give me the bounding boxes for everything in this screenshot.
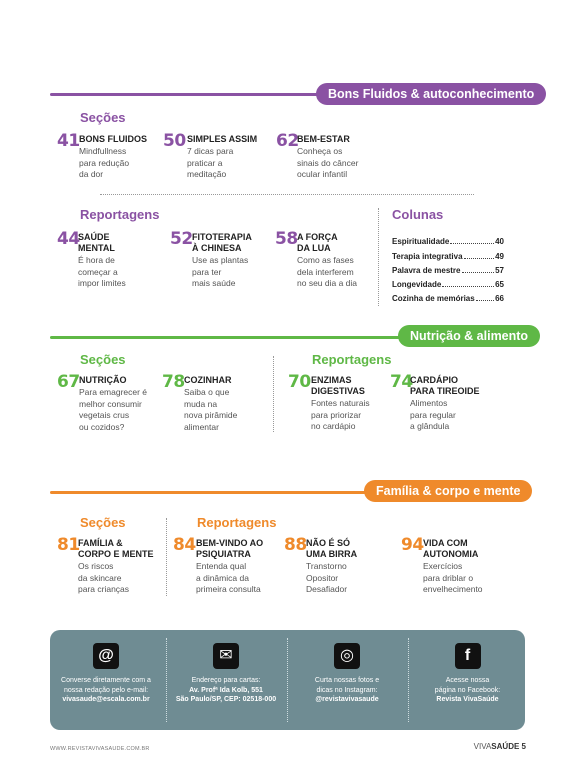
entry-title: VIDA COM AUTONOMIA xyxy=(423,538,479,559)
contact-email[interactable] xyxy=(50,630,162,730)
page-number: 94 xyxy=(401,535,424,555)
entry-description: Exercícios para driblar o envelhecimento xyxy=(423,561,483,594)
website-url[interactable]: WWW.REVISTAVIVASAUDE.COM.BR xyxy=(50,746,150,752)
section-banner-familia: Família & corpo e mente xyxy=(364,480,532,502)
page-number: 88 xyxy=(284,535,307,555)
page-number: 70 xyxy=(288,372,311,392)
page-number: 84 xyxy=(173,535,196,555)
contact-email-value[interactable]: vivasaude@escala.com.br xyxy=(62,696,150,703)
page-number: 52 xyxy=(170,229,193,249)
facebook-icon: f xyxy=(455,643,481,669)
entry-title: A FORÇA DA LUA xyxy=(297,232,338,253)
contact-box xyxy=(50,630,525,730)
dotted-column-divider xyxy=(166,518,167,596)
column-row[interactable]: Espiritualidade 40 xyxy=(392,237,504,246)
page-number: 50 xyxy=(163,131,186,151)
entry-title: FAMÍLIA & CORPO E MENTE xyxy=(78,538,154,559)
dotted-divider xyxy=(408,638,409,722)
column-row[interactable]: Longevidade 65 xyxy=(392,280,504,289)
entry-title: CARDÁPIO PARA TIREOIDE xyxy=(410,375,480,396)
entry-title: SIMPLES ASSIM xyxy=(187,134,258,144)
secoes-heading: Seções xyxy=(80,110,126,125)
entry-description: Mindfullness para redução da dor xyxy=(79,146,130,179)
entry-description: Transtorno Opositor Desafiador xyxy=(306,561,348,594)
page-number: 44 xyxy=(57,229,80,249)
dotted-divider xyxy=(100,194,474,195)
column-row[interactable]: Palavra de mestre 57 xyxy=(392,266,504,275)
entry-title: NUTRIÇÃO xyxy=(79,375,127,385)
page-number: 81 xyxy=(57,535,80,555)
envelope-icon: ✉ xyxy=(213,643,239,669)
page-number: 78 xyxy=(162,372,185,392)
entry-title: NÃO É SÓ UMA BIRRA xyxy=(306,538,358,559)
entry-description: Para emagrecer é melhor consumir vegetais crus ou cozidos? xyxy=(79,387,148,432)
entry-title: FITOTERAPIA À CHINESA xyxy=(192,232,252,253)
column-row[interactable]: Cozinha de memórias 66 xyxy=(392,294,504,303)
secoes-heading: Seções xyxy=(80,515,126,530)
brand-saude: SAÚDE xyxy=(491,742,520,751)
entry-description: Entenda qual a dinâmica da primeira consulta xyxy=(196,561,261,594)
contact-facebook-value[interactable]: Revista VivaSaúde xyxy=(436,696,499,703)
entry-description: Saiba o que muda na nova pirâmide alimentar xyxy=(184,387,238,432)
page-number: 67 xyxy=(57,372,80,392)
dotted-column-divider xyxy=(273,356,274,432)
contact-email-text: Converse diretamente com a nossa redação pelo e-mail: xyxy=(61,677,151,694)
contact-address-value: Av. Profª Ida Kolb, 551 São Paulo/SP, CEP: 02518-000 xyxy=(175,686,277,703)
dotted-divider xyxy=(166,638,167,722)
reportagens-heading: Reportagens xyxy=(80,207,160,222)
dotted-divider xyxy=(287,638,288,722)
section-banner-nutricao: Nutrição & alimento xyxy=(398,325,540,347)
reportagens-heading: Reportagens xyxy=(312,352,392,367)
secoes-heading: Seções xyxy=(80,352,126,367)
entry-title: BEM-VINDO AO PSIQUIATRA xyxy=(196,538,264,559)
entry-description: Fontes naturais para priorizar no cardápio xyxy=(311,398,370,431)
page-number: 41 xyxy=(57,131,80,151)
section-banner-bons-fluidos: Bons Fluidos & autoconhecimento xyxy=(316,83,546,105)
entry-description: Alimentos para regular a glândula xyxy=(410,398,456,431)
contact-instagram-value[interactable]: @revistavivasaude xyxy=(315,696,379,703)
entry-title: ENZIMAS DIGESTIVAS xyxy=(311,375,365,396)
page-folio xyxy=(474,742,526,751)
contact-facebook[interactable] xyxy=(410,630,525,730)
contact-facebook-text: Acesse nossa página no Facebook: xyxy=(434,677,501,694)
brand-viva: VIVA xyxy=(473,742,492,751)
page-number: 74 xyxy=(390,372,413,392)
page-number: 62 xyxy=(276,131,299,151)
entry-title: SAÚDE MENTAL xyxy=(78,232,115,253)
entry-description: 7 dicas para praticar a meditação xyxy=(187,146,234,179)
reportagens-heading: Reportagens xyxy=(197,515,277,530)
entry-description: Como as fases dela interferem no seu dia a dia xyxy=(297,255,358,288)
contact-instagram-text: Curta nossas fotos e dicas no Instagram: xyxy=(314,677,380,694)
colunas-heading: Colunas xyxy=(392,207,444,222)
contact-address xyxy=(168,630,284,730)
column-row[interactable]: Terapia integrativa 49 xyxy=(392,252,504,261)
page-number-folio: 5 xyxy=(521,742,526,751)
entry-title: BEM-ESTAR xyxy=(297,134,350,144)
entry-description: Conheça os sinais do câncer ocular infantil xyxy=(297,146,359,179)
contact-address-text: Endereço para cartas: xyxy=(191,677,261,684)
at-icon: @ xyxy=(93,643,119,669)
entry-description: Use as plantas para ter mais saúde xyxy=(192,255,249,288)
contact-instagram[interactable] xyxy=(289,630,405,730)
entry-description: É hora de começar a impor limites xyxy=(78,255,126,288)
dotted-column-divider xyxy=(378,208,379,306)
entry-description: Os riscos da skincare para crianças xyxy=(78,561,130,594)
entry-title: BONS FLUIDOS xyxy=(79,134,148,144)
instagram-icon: ◎ xyxy=(334,643,360,669)
page-number: 58 xyxy=(275,229,298,249)
entry-title: COZINHAR xyxy=(184,375,232,385)
